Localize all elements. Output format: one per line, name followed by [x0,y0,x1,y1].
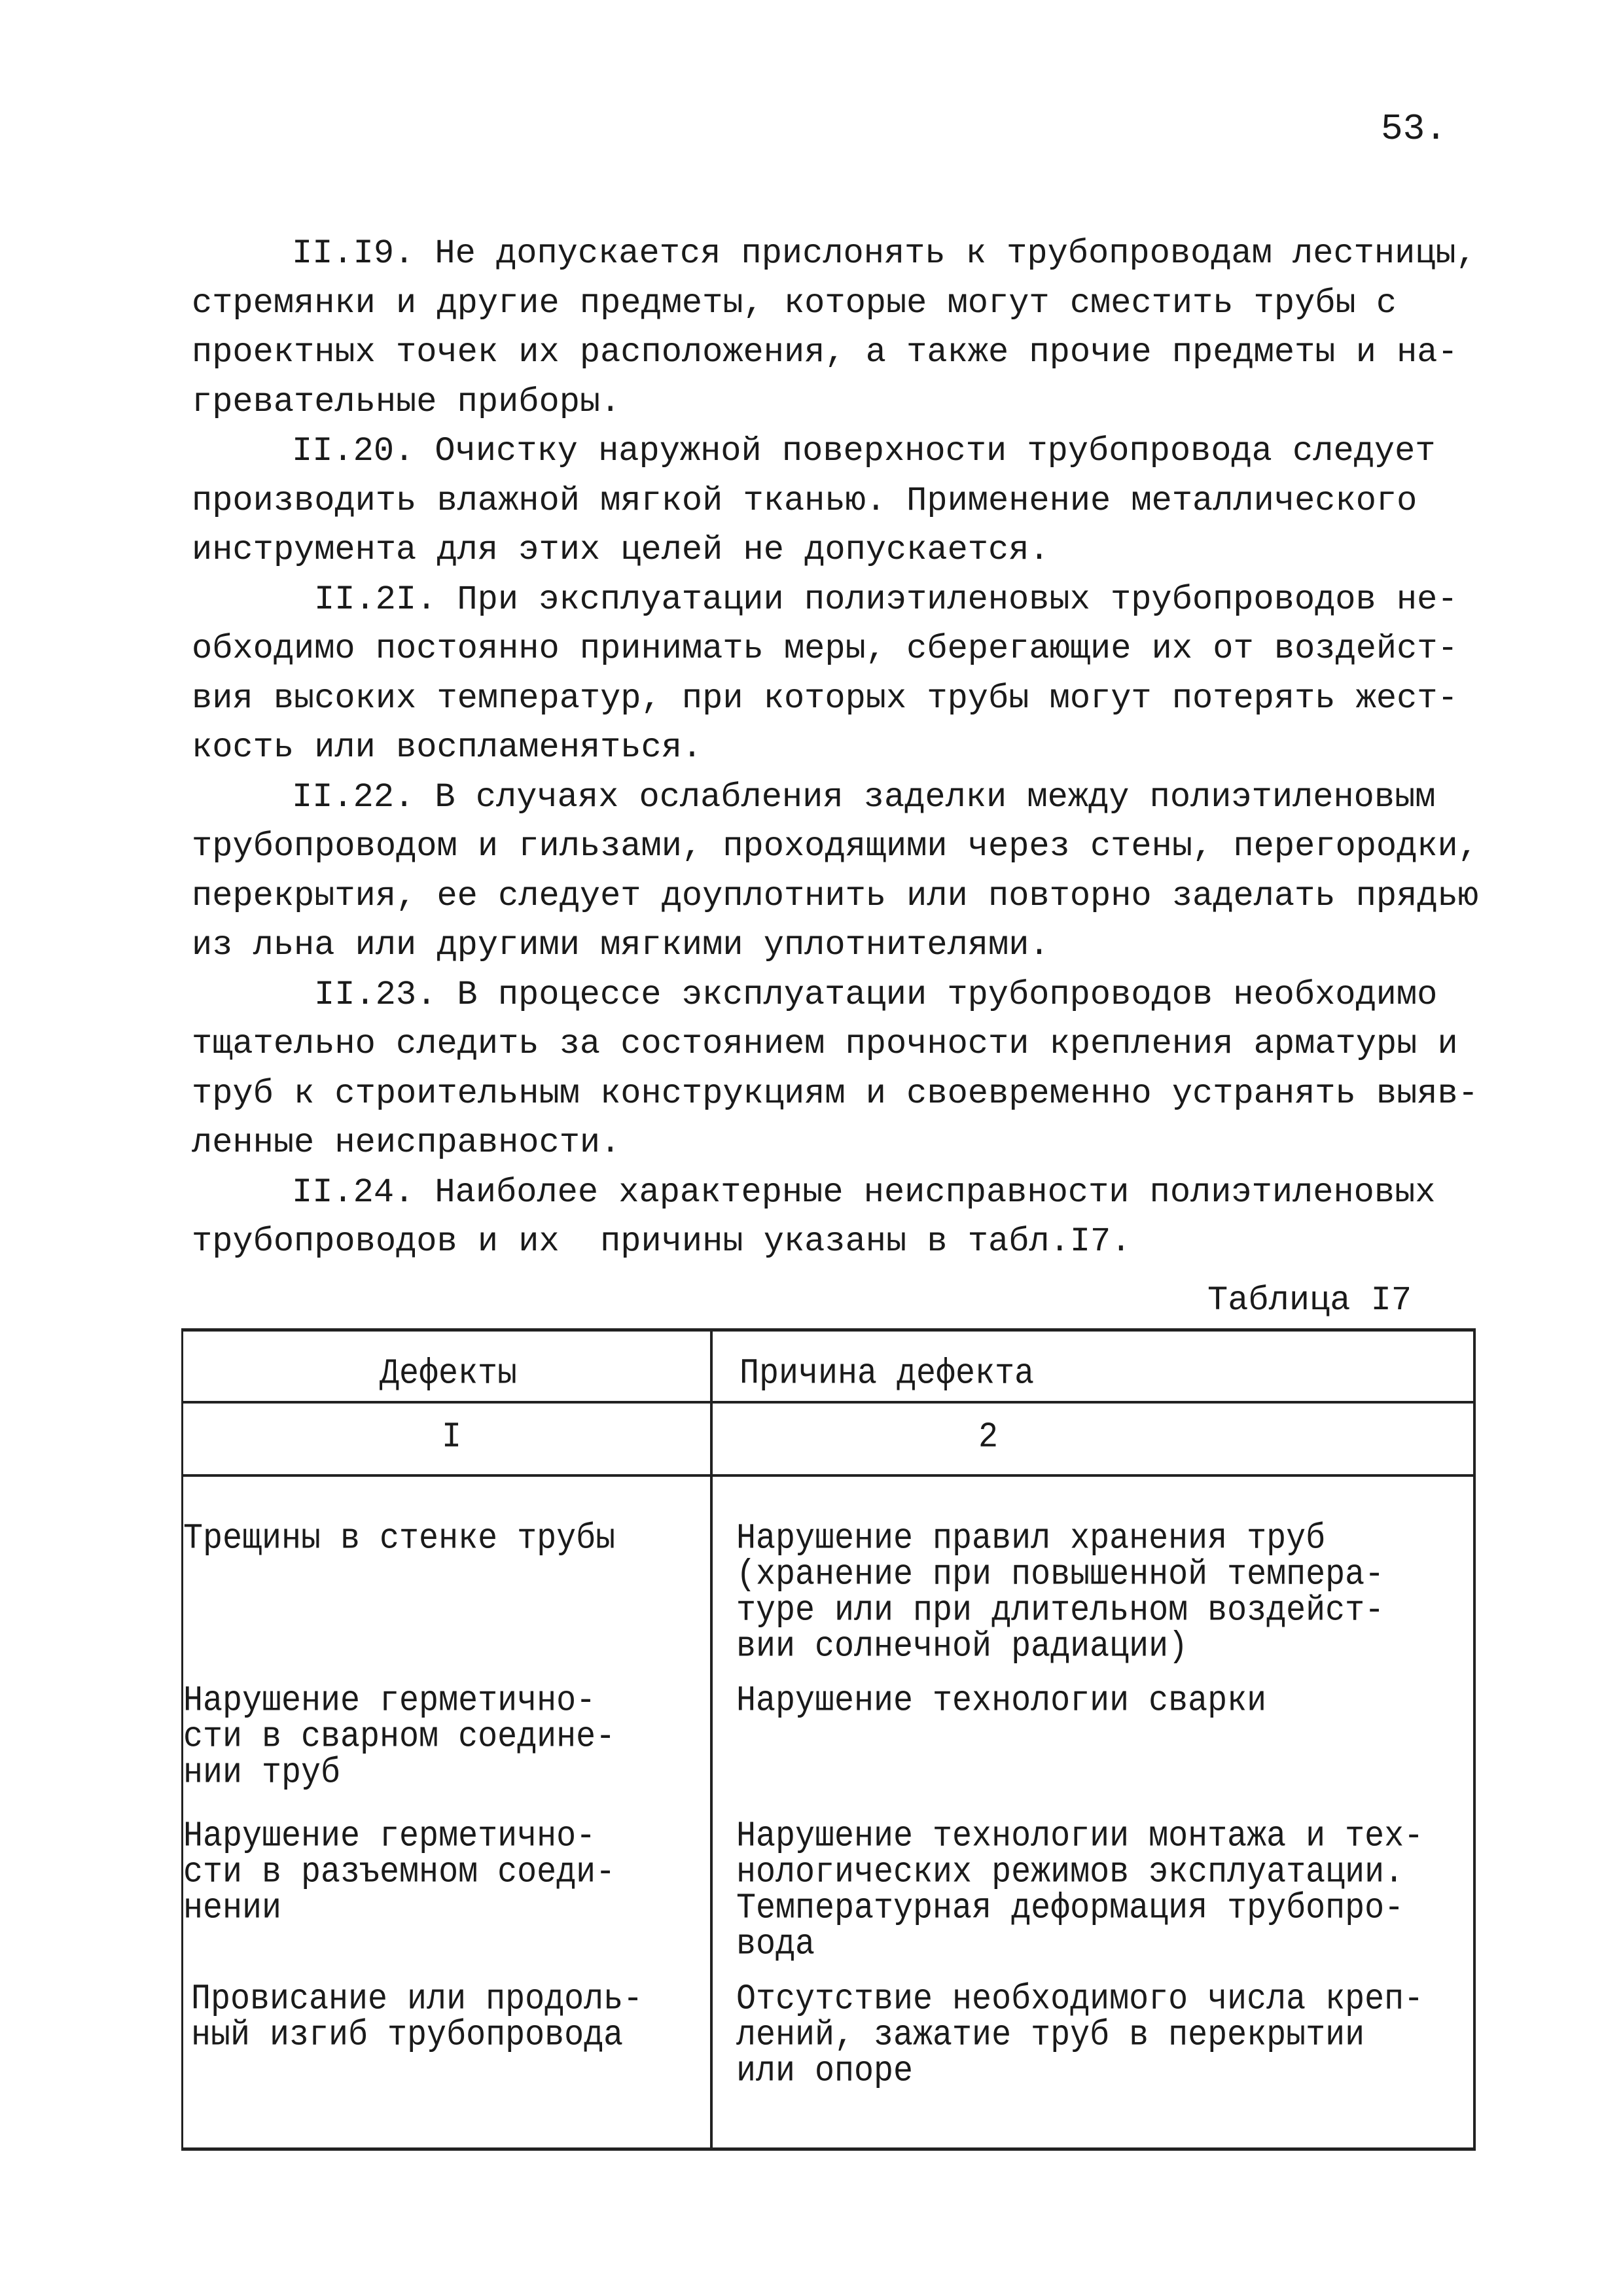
paragraph-line: II.20. Очистку наружной поверхности трубопровода следует [292,432,1436,470]
paragraph-line: инструмента для этих целей не допускается. [192,531,1050,569]
table-row-4-defect: Провисание или продоль- ный изгиб трубопровода [191,1979,643,2057]
table-row-3-defect: Нарушение герметично- сти в разъемном соеди- нении [183,1816,616,1930]
table-row-1-defect: Трещины в стенке трубы [183,1518,616,1560]
header-divider [183,1401,1473,1404]
paragraph-line: II.22. В случаях ослабления заделки между полиэтиленовым [292,777,1436,817]
paragraph-line: трубопроводов и их причины указаны в табл.I7. [192,1222,1132,1261]
paragraph-line: гревательные приборы. [192,382,621,421]
column-number-1: I [442,1417,462,1458]
paragraph-line: производить влажной мягкой тканью. Применение металлического [192,481,1418,520]
header-defects: Дефекты [380,1353,518,1395]
page-number: 53. [1381,108,1447,150]
paragraph-line: II.2I. При эксплуатации полиэтиленовых трубопроводов не- [314,580,1458,619]
numbers-divider [183,1474,1473,1477]
paragraph-line: перекрытия, ее следует доуплотнить или повторно заделать прядью [192,876,1478,915]
paragraph-line: проектных точек их расположения, а также прочие предметы и на- [192,333,1458,372]
paragraph-line: стремянки и другие предметы, которые могут сместить трубы с [192,283,1397,323]
table-caption: Таблица I7 [1207,1281,1412,1320]
table-row-2-cause: Нарушение технологии сварки [736,1680,1267,1722]
paragraph-line: вия высоких температур, при которых трубы могут потерять жест- [192,679,1458,718]
paragraph-line: кость или воспламеняться. [192,728,703,767]
table-row-2-defect: Нарушение герметично- сти в сварном соедине- нии труб [183,1680,616,1794]
table-row-4-cause: Отсутствие необходимого числа креп- лений, зажатие труб в перекрытии или опоре [736,1979,1424,2093]
header-cause: Причина дефекта [740,1353,1035,1395]
table-row-3-cause: Нарушение технологии монтажа и тех- нологических режимов эксплуатации. Температурная деформация трубопро- вода [736,1816,1424,1966]
column-number-2: 2 [978,1417,999,1458]
paragraph-line: тщательно следить за состоянием прочности крепления арматуры и [192,1025,1458,1063]
column-divider [710,1332,713,2147]
paragraph-line: труб к строительным конструкциям и своевременно устранять выяв- [192,1074,1478,1113]
paragraph-line: ленные неисправности. [192,1123,621,1162]
paragraph-line: II.23. В процессе эксплуатации трубопроводов необходимо [314,975,1438,1014]
paragraph-line: обходимо постоянно принимать меры, сберегающие их от воздейст- [192,629,1458,668]
table-row-1-cause: Нарушение правил хранения труб (хранение при повышенной темпера- туре или при длительном воздейст- вии солнечной радиации) [736,1518,1385,1668]
defects-table [181,1328,1476,2151]
paragraph-line: из льна или другими мягкими уплотнителями. [192,926,1050,964]
paragraph-line: II.I9. Не допускается прислонять к трубопроводам лестницы, [292,234,1476,273]
paragraph-line: II.24. Наиболее характерные неисправности полиэтиленовых [292,1173,1436,1212]
paragraph-line: трубопроводом и гильзами, проходящими через стены, перегородки, [192,827,1478,866]
